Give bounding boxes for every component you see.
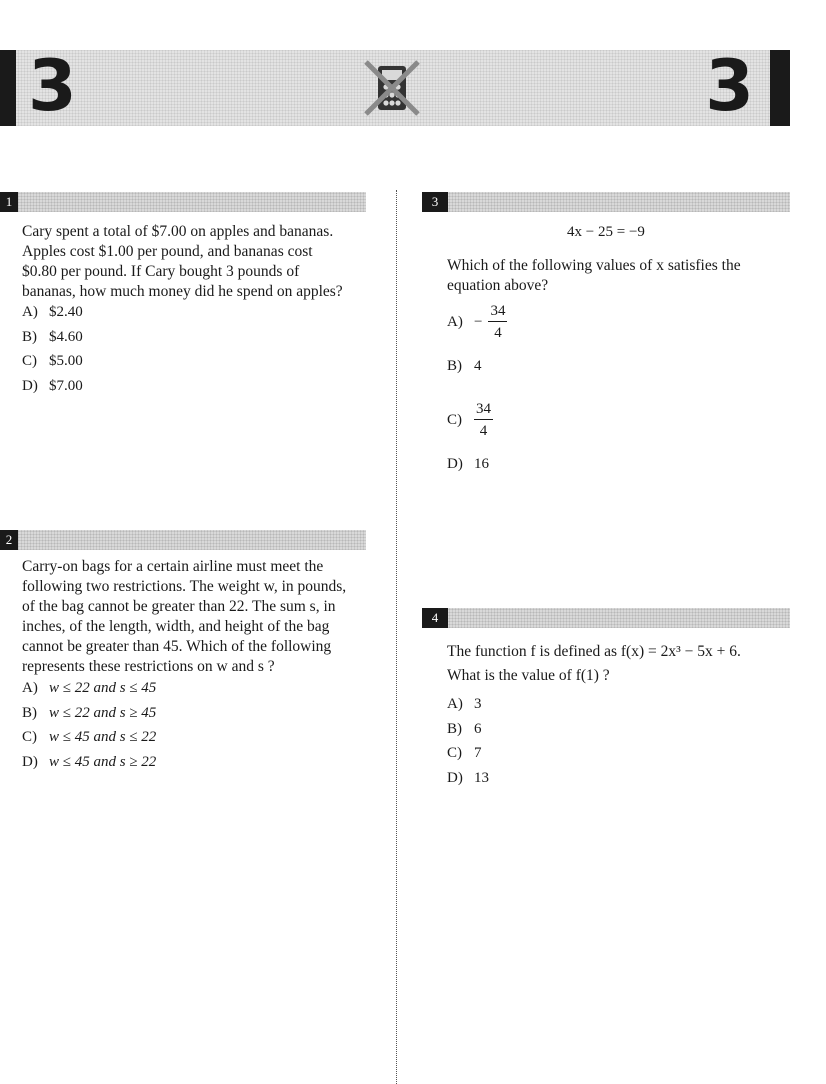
no-calculator-icon [360,56,424,120]
question-2-text [22,557,346,677]
question-1-line: bananas, how much money did he spend on apples? [22,283,343,300]
choice-1c[interactable]: C) $5.00 [22,353,83,369]
question-4-line: What is the value of f(1) ? [447,667,610,684]
question-2-choices [22,676,156,774]
choice-1b[interactable]: B) $4.60 [22,328,83,345]
question-1-header [0,192,366,212]
question-4-text [447,642,741,686]
question-4-header [422,608,790,628]
question-3-number: 3 [422,192,448,212]
choice-4a[interactable]: A) 3 [447,696,482,712]
choice-3d[interactable]: D) 16 [447,456,489,472]
section-number-left: 3 [28,45,77,127]
header-bar-left [0,50,16,126]
question-4-choices [447,692,489,790]
question-2-number: 2 [0,530,18,550]
question-3-equation: 4x − 25 = −9 [567,224,645,240]
choice-3c[interactable]: C) $\frac{34}{4}$ [447,401,491,439]
question-1-line: Cary spent a total of $7.00 on apples and bananas. [22,223,334,240]
question-1-choices [22,300,83,398]
question-1-number: 1 [0,192,18,212]
question-3-text [447,256,741,296]
question-3-header [422,192,790,212]
question-3-line: equation above? [447,277,549,294]
choice-2b[interactable]: B) w ≤ 22 and s ≥ 45 [22,704,157,721]
choice-2d[interactable]: D) w ≤ 45 and s ≥ 22 [22,753,157,770]
question-2-line: cannot be greater than 45. Which of the following [22,638,332,655]
question-4-line: The function f is defined as f(x) = 2x³ − 5x + 6. [447,643,741,660]
choice-4b[interactable]: B) 6 [447,720,482,737]
choice-2a[interactable]: A) w ≤ 22 and s ≤ 45 [22,680,157,696]
question-2-line: following two restrictions. The weight w, in pounds, [22,578,347,595]
choice-1a[interactable]: A) $2.40 [22,304,83,320]
question-3-line: Which of the following values of x satisfies the [447,257,741,274]
question-2-line: represents these restrictions on w and s ? [22,658,275,675]
question-2-line: Carry-on bags for a certain airline must meet the [22,558,324,575]
choice-3a[interactable]: A) − $\frac{34}{4}$ [447,303,506,341]
section-header [0,45,790,127]
section-number-right: 3 [705,45,754,127]
question-2-line: inches, of the length, width, and height of the bag [22,618,330,635]
choice-3b[interactable]: B) 4 [447,358,482,374]
question-1-text [22,222,343,302]
choice-1d[interactable]: D) $7.00 [22,377,83,394]
question-1-line: $0.80 per pound. If Cary bought 3 pounds of [22,263,300,280]
choice-4c[interactable]: C) 7 [447,745,482,761]
question-2-line: of the bag cannot be greater than 22. The sum s, in [22,598,336,615]
question-2-header [0,530,366,550]
choice-4d[interactable]: D) 13 [447,769,489,786]
column-divider [396,190,397,1084]
question-4-number: 4 [422,608,448,628]
question-1-line: Apples cost $1.00 per pound, and bananas cost [22,243,313,260]
header-bar-right [770,50,790,126]
choice-2c[interactable]: C) w ≤ 45 and s ≤ 22 [22,729,157,745]
